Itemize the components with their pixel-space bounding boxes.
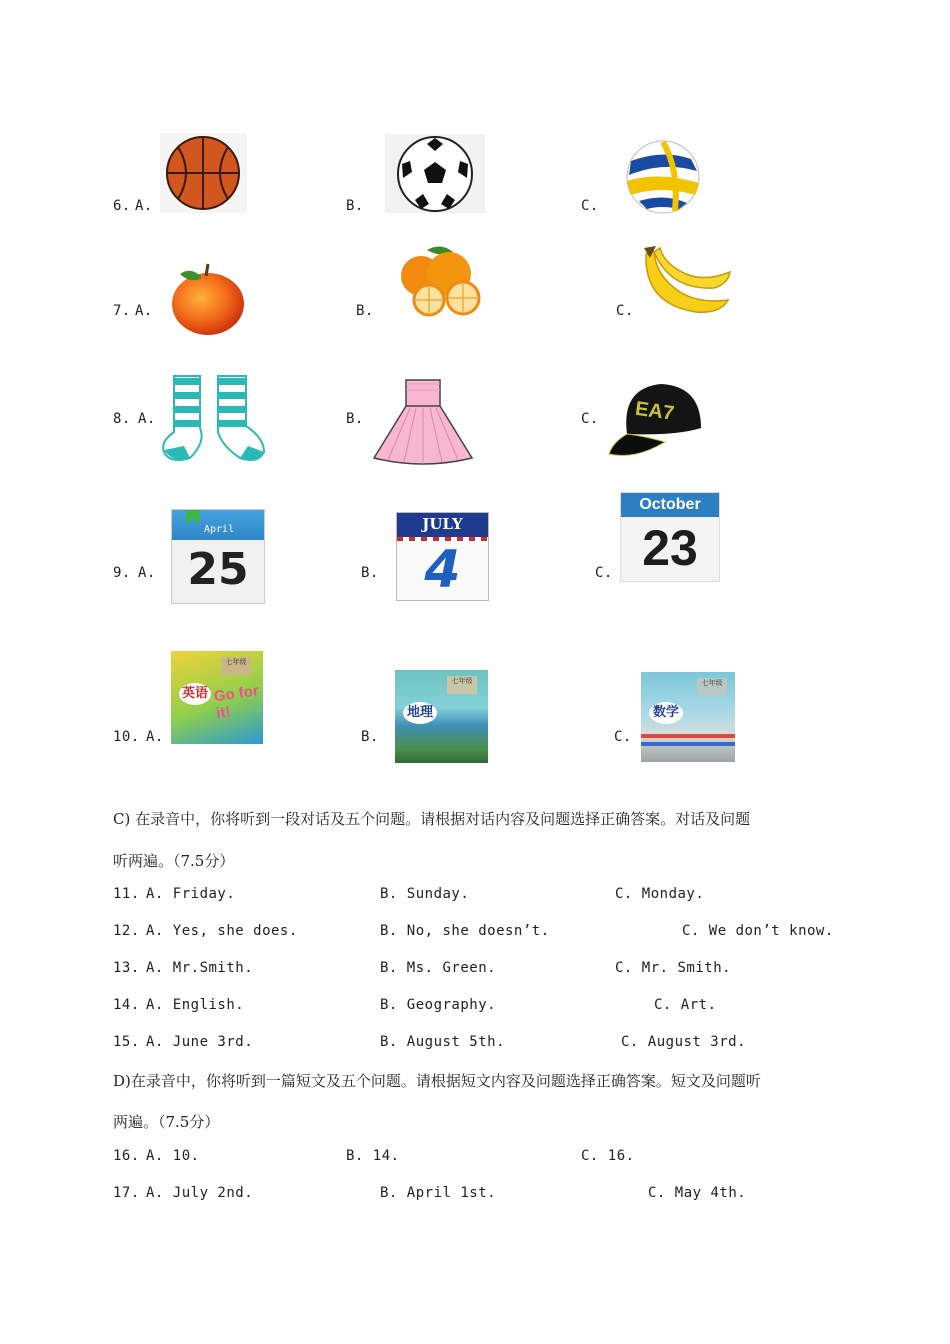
question-number: 7. — [113, 303, 131, 319]
question-number: 9. — [113, 565, 131, 581]
option-letter: B. — [346, 198, 364, 214]
section-d-instruction: 两遍。（7.5分） — [113, 1113, 220, 1131]
answer-option-b[interactable]: B. Ms. Green. — [380, 960, 497, 976]
option-letter: B. — [356, 303, 374, 319]
book-title: 地理 — [403, 702, 437, 724]
answer-option-a[interactable]: A. Yes, she does. — [146, 923, 298, 939]
answer-option-a[interactable]: A. July 2nd. — [146, 1185, 254, 1201]
calendar-day: 23 — [642, 520, 698, 576]
socks-icon[interactable] — [160, 372, 270, 466]
banana-icon[interactable] — [640, 244, 732, 320]
question-number: 6. — [113, 198, 131, 214]
calendar-day: 4 — [424, 540, 461, 600]
option-letter: A. — [146, 729, 164, 745]
question-number: 8. — [113, 411, 131, 427]
calendar-icon[interactable] — [620, 492, 720, 582]
calendar-day: 25 — [187, 544, 249, 595]
question-number: 14. — [113, 997, 140, 1013]
book-cover-icon[interactable] — [171, 651, 263, 744]
section-d-instruction: D)在录音中，你将听到一篇短文及五个问题。请根据短文内容及问题选择正确答案。短文及问题听 — [113, 1072, 761, 1090]
answer-option-c[interactable]: C. May 4th. — [648, 1185, 747, 1201]
book-subtitle: Go for it! — [212, 682, 260, 723]
book-grade: 七年级 — [221, 657, 251, 675]
option-letter: A. — [135, 303, 153, 319]
answer-option-b[interactable]: B. Geography. — [380, 997, 497, 1013]
question-number: 17. — [113, 1185, 140, 1201]
answer-option-b[interactable]: B. August 5th. — [380, 1034, 506, 1050]
book-title: 数学 — [649, 702, 683, 724]
book-cover-icon[interactable] — [395, 670, 488, 763]
dress-icon[interactable] — [370, 376, 476, 466]
option-letter: C. — [614, 729, 632, 745]
apple-icon[interactable] — [168, 262, 248, 336]
option-letter: C. — [616, 303, 634, 319]
question-number: 12. — [113, 923, 140, 939]
answer-option-c[interactable]: C. Mr. Smith. — [615, 960, 732, 976]
calendar-month: April — [204, 524, 235, 535]
option-letter: B. — [346, 411, 364, 427]
option-letter: B. — [361, 565, 379, 581]
book-title: 英语 — [179, 683, 211, 705]
answer-option-b[interactable]: B. No, she doesn’t. — [380, 923, 550, 939]
question-number: 15. — [113, 1034, 140, 1050]
book-grade: 七年级 — [447, 676, 477, 694]
answer-option-a[interactable]: A. June 3rd. — [146, 1034, 254, 1050]
answer-option-a[interactable]: A. English. — [146, 997, 245, 1013]
answer-option-a[interactable]: A. Mr.Smith. — [146, 960, 254, 976]
book-cover-icon[interactable] — [641, 672, 735, 762]
option-letter: A. — [138, 565, 156, 581]
answer-option-c[interactable]: C. August 3rd. — [621, 1034, 747, 1050]
orange-icon[interactable] — [397, 242, 483, 318]
answer-option-b[interactable]: B. April 1st. — [380, 1185, 497, 1201]
answer-option-a[interactable]: A. Friday. — [146, 886, 236, 902]
volleyball-icon[interactable] — [619, 139, 707, 215]
section-c-instruction: 听两遍。（7.5分） — [113, 852, 235, 870]
answer-option-a[interactable]: A. 10. — [146, 1148, 200, 1164]
question-number: 13. — [113, 960, 140, 976]
answer-option-c[interactable]: C. 16. — [581, 1148, 635, 1164]
answer-option-c[interactable]: C. Monday. — [615, 886, 705, 902]
answer-option-c[interactable]: C. We don’t know. — [682, 923, 834, 939]
option-letter: C. — [595, 565, 613, 581]
option-letter: C. — [581, 411, 599, 427]
option-letter: A. — [138, 411, 156, 427]
section-c-instruction: C) 在录音中，你将听到一段对话及五个问题。请根据对话内容及问题选择正确答案。对话及问题 — [113, 810, 751, 828]
option-letter: A. — [135, 198, 153, 214]
answer-option-b[interactable]: B. 14. — [346, 1148, 400, 1164]
option-letter: C. — [581, 198, 599, 214]
calendar-month: October — [621, 493, 719, 517]
question-number: 11. — [113, 886, 140, 902]
question-number: 10. — [113, 729, 140, 745]
answer-option-c[interactable]: C. Art. — [654, 997, 717, 1013]
calendar-icon[interactable] — [171, 509, 265, 604]
cap-logo: EA7 — [633, 397, 676, 425]
calendar-month: JULY — [422, 515, 463, 533]
answer-option-b[interactable]: B. Sunday. — [380, 886, 470, 902]
soccer-ball-icon[interactable] — [385, 134, 485, 213]
basketball-icon[interactable] — [160, 133, 247, 213]
calendar-icon[interactable] — [396, 512, 489, 601]
cap-icon[interactable] — [605, 378, 709, 462]
question-number: 16. — [113, 1148, 140, 1164]
book-grade: 七年级 — [697, 678, 727, 696]
option-letter: B. — [361, 729, 379, 745]
